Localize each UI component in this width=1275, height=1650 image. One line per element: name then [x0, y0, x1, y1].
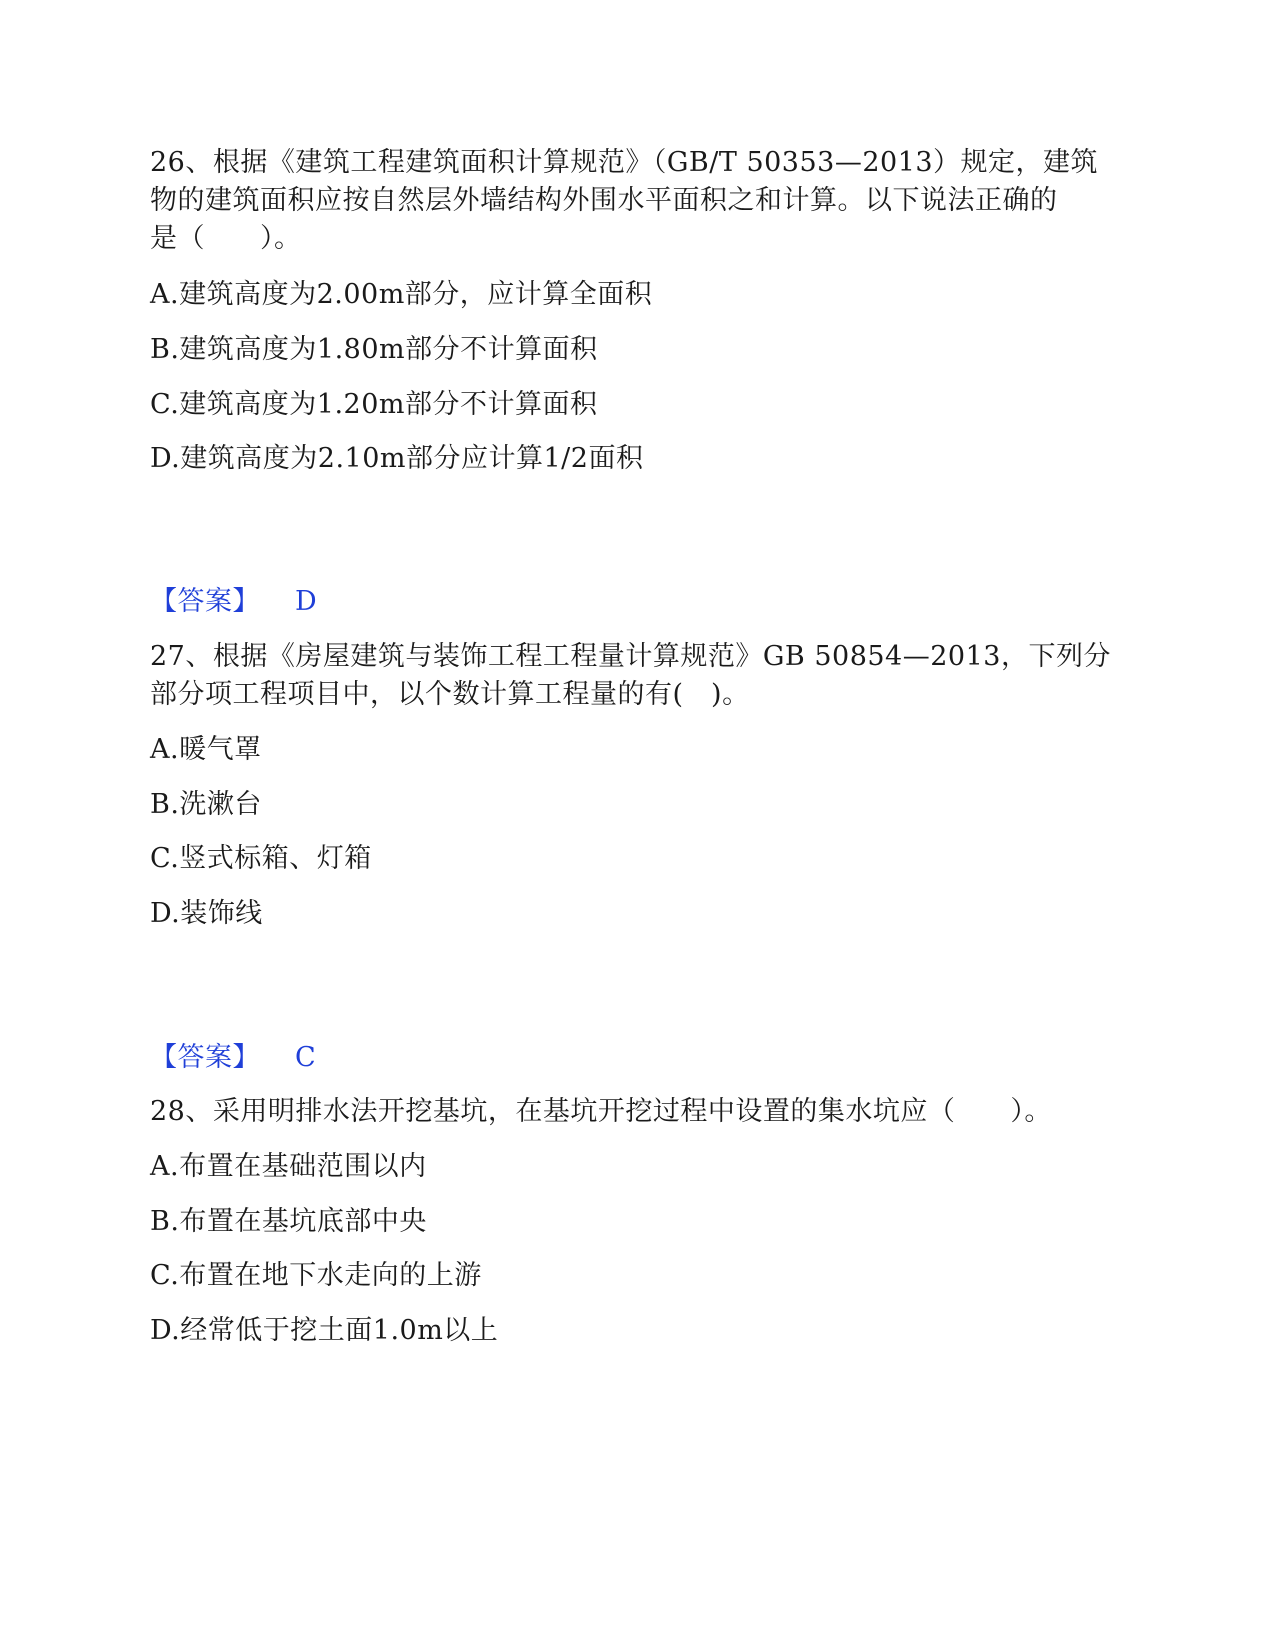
option-c: C.竖式标箱、灯箱: [150, 843, 372, 874]
answer-label: 【答案】: [150, 586, 260, 617]
option-b: B.洗漱台: [150, 789, 262, 820]
option-b: B.建筑高度为1.80m部分不计算面积: [150, 334, 598, 365]
answer-label: 【答案】: [150, 1042, 260, 1073]
option-d: D.建筑高度为2.10m部分应计算1/2面积: [150, 443, 644, 474]
option-b: B.布置在基坑底部中央: [150, 1206, 427, 1237]
question-stem-line: 26、根据《建筑工程建筑面积计算规范》（GB/T 50353—2013）规定，建筑: [150, 147, 1099, 178]
option-a: A.暖气罩: [150, 734, 262, 765]
question-stem-line: 物的建筑面积应按自然层外墙结构外围水平面积之和计算。以下说法正确的: [150, 185, 1058, 216]
option-c: C.布置在地下水走向的上游: [150, 1260, 482, 1291]
question-stem-line: 部分项工程项目中，以个数计算工程量的有( )。: [150, 679, 750, 710]
answer-value: D: [295, 586, 318, 617]
question-stem-line: 是（ ）。: [150, 223, 302, 254]
answer-value: C: [295, 1042, 317, 1073]
question-stem-line: 28、采用明排水法开挖基坑，在基坑开挖过程中设置的集水坑应（ ）。: [150, 1096, 1052, 1127]
question-stem-line: 27、根据《房屋建筑与装饰工程工程量计算规范》GB 50854—2013，下列分: [150, 641, 1111, 672]
option-d: D.装饰线: [150, 898, 263, 929]
option-a: A.布置在基础范围以内: [150, 1151, 427, 1182]
option-d: D.经常低于挖土面1.0m以上: [150, 1315, 499, 1346]
option-a: A.建筑高度为2.00m部分，应计算全面积: [150, 279, 653, 310]
option-c: C.建筑高度为1.20m部分不计算面积: [150, 389, 598, 420]
